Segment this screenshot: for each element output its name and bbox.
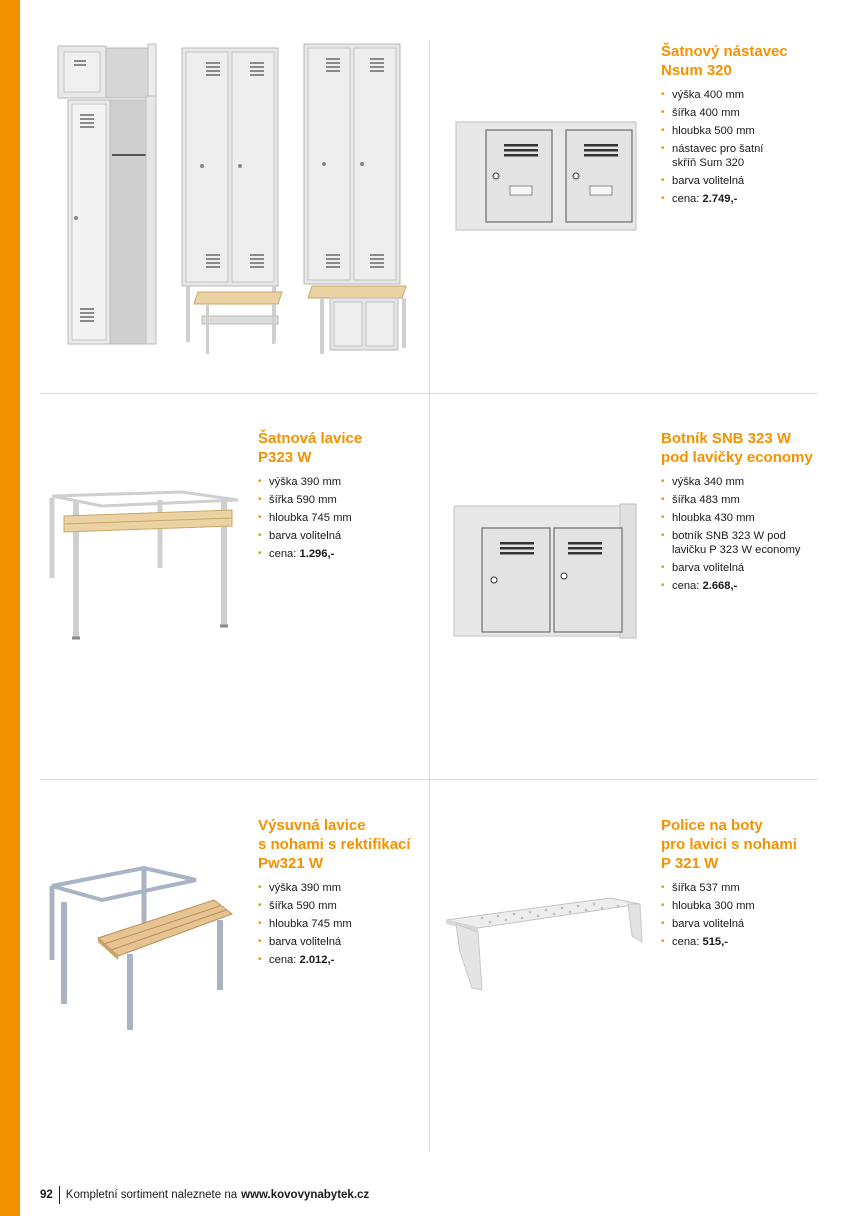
spec-item: • šířka 483 mm	[661, 493, 831, 507]
title-line: Výsuvná lavice	[258, 817, 366, 834]
title-line: Botník SNB 323 W	[661, 430, 792, 447]
price-label: cena:	[269, 954, 297, 966]
page-number: 92	[40, 1189, 53, 1201]
price-value: 515,-	[702, 936, 728, 948]
product-p321-w	[661, 816, 831, 953]
title-line: P323 W	[258, 449, 312, 466]
spec-item: • šířka 400 mm	[661, 106, 831, 120]
price-value: 2.749,-	[702, 193, 738, 205]
spec-item: • barva volitelná	[258, 529, 423, 543]
price-label: cena:	[672, 193, 700, 205]
price-value: 1.296,-	[299, 548, 335, 560]
title-line: pro lavici s nohami	[661, 836, 797, 853]
title-line: P 321 W	[661, 855, 719, 872]
website-link[interactable]: www.kovovynabytek.cz	[241, 1189, 370, 1201]
sliding-bench-image	[44, 864, 240, 1034]
price-label: cena:	[269, 548, 297, 560]
spec-item: • výška 390 mm	[258, 475, 423, 489]
spec-item: • výška 340 mm	[661, 475, 831, 489]
spec-item: • hloubka 745 mm	[258, 917, 426, 931]
spec-list	[661, 881, 831, 949]
title-line: Police na boty	[661, 817, 763, 834]
spec-item: • hloubka 430 mm	[661, 511, 831, 525]
row-divider-1	[40, 393, 818, 394]
row-divider-2	[40, 779, 818, 780]
title-line: Šatnový nástavec	[661, 43, 788, 60]
spec-item: • šířka 537 mm	[661, 881, 831, 895]
price-label: cena:	[672, 580, 700, 592]
product-title	[258, 816, 426, 873]
spec-item: • výška 390 mm	[258, 881, 426, 895]
product-title	[661, 42, 831, 80]
bench-frame-image	[42, 488, 252, 648]
spec-line: • nástavec pro šatní	[672, 143, 764, 155]
spec-item: • hloubka 500 mm	[661, 124, 831, 138]
product-p323-w	[258, 429, 423, 565]
locker-set-image	[50, 40, 410, 360]
spec-line: • botník SNB 323 W pod	[672, 530, 786, 542]
spec-list	[661, 88, 831, 206]
spec-item	[661, 529, 831, 557]
shoe-shelf-image	[442, 892, 646, 992]
footer-text: Kompletní sortiment naleznete na	[65, 1189, 238, 1201]
spec-item: • šířka 590 mm	[258, 493, 423, 507]
product-title	[258, 429, 423, 467]
price-label: cena:	[672, 936, 700, 948]
product-pw321-w	[258, 816, 426, 971]
orange-side-bar	[0, 0, 20, 1216]
title-line: Pw321 W	[258, 855, 324, 872]
price-item	[661, 579, 831, 593]
spec-item: • hloubka 745 mm	[258, 511, 423, 525]
title-line: Nsum 320	[661, 62, 732, 79]
title-line: s nohami s rektifikací	[258, 836, 411, 853]
title-line: Šatnová lavice	[258, 430, 363, 447]
price-item	[661, 935, 831, 949]
page-footer	[40, 1186, 369, 1204]
spec-item: • barva volitelná	[661, 561, 831, 575]
spec-line: skříň Sum 320	[672, 157, 745, 169]
shoe-cabinet-image	[450, 500, 642, 642]
product-title	[661, 816, 831, 873]
spec-item: • šířka 590 mm	[258, 899, 426, 913]
product-title	[661, 429, 831, 467]
spec-item: • výška 400 mm	[661, 88, 831, 102]
price-item	[258, 547, 423, 561]
spec-list	[258, 475, 423, 561]
spec-item: • barva volitelná	[661, 917, 831, 931]
spec-list	[258, 881, 426, 967]
spec-item: • barva volitelná	[661, 174, 831, 188]
footer-separator	[59, 1186, 60, 1204]
cabinet-extension-image	[450, 118, 642, 233]
spec-item: • hloubka 300 mm	[661, 899, 831, 913]
column-divider	[429, 40, 430, 1152]
spec-item: • barva volitelná	[258, 935, 426, 949]
spec-list	[661, 475, 831, 593]
product-nsum-320	[661, 42, 831, 210]
price-value: 2.668,-	[702, 580, 738, 592]
product-snb-323-w	[661, 429, 831, 597]
spec-line: lavičku P 323 W economy	[672, 544, 801, 556]
price-value: 2.012,-	[299, 954, 335, 966]
price-item	[661, 192, 831, 206]
spec-item	[661, 142, 831, 170]
title-line: pod lavičky economy	[661, 449, 813, 466]
price-item	[258, 953, 426, 967]
